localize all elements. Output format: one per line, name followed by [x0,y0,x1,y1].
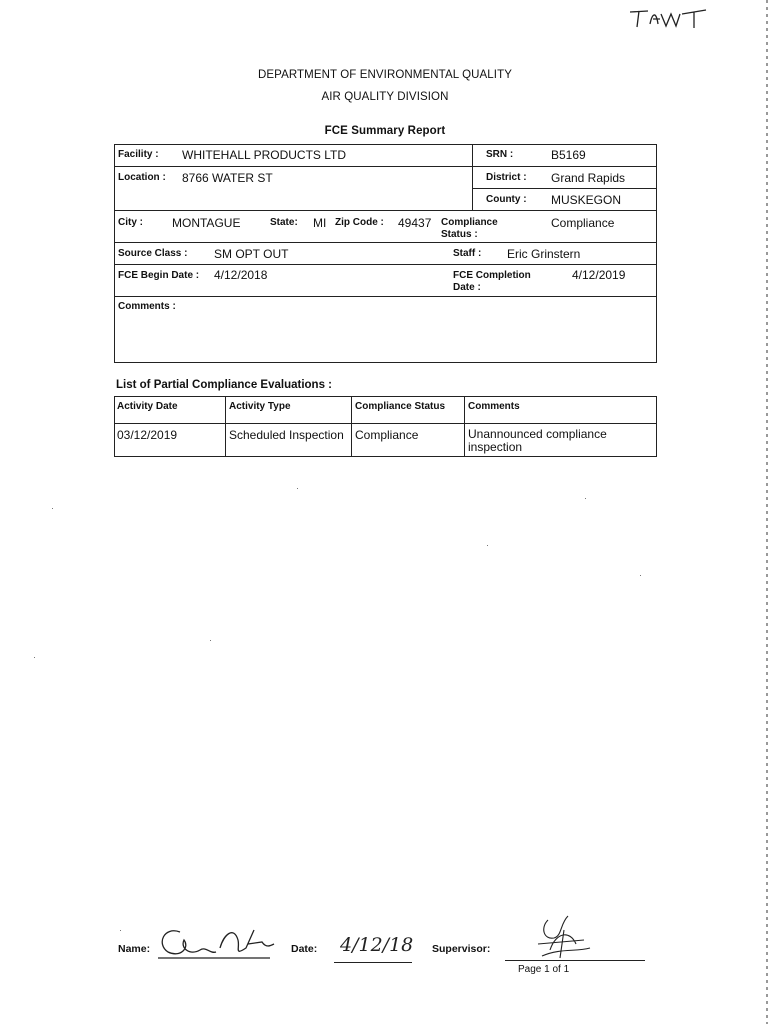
pce-cell-activity-type: Scheduled Inspection [229,428,344,442]
pce-header-divider [114,423,657,424]
fce-begin-date-value: 4/12/2018 [214,268,268,282]
scan-speck [487,545,488,546]
row-divider [114,264,657,265]
scan-speck [120,930,121,931]
pce-cell-comments: Unannounced compliance inspection [468,427,607,454]
fce-completion-date-label-line2: Date : [453,282,481,293]
pce-header-comments: Comments [468,401,520,412]
staff-value: Eric Grinstern [507,247,581,261]
pce-header-compliance-status: Compliance Status [355,401,446,412]
name-label: Name: [118,943,151,955]
scan-speck [297,488,298,489]
pce-cell-activity-date: 03/12/2019 [117,428,178,442]
corner-mark-text [624,2,627,3]
report-title: FCE Summary Report [324,125,446,137]
scan-speck [640,575,641,576]
district-label: District : [486,172,527,183]
pce-cell-compliance-status: Compliance [355,428,419,442]
row-divider [114,210,657,211]
zip-code-label: Zip Code : [335,217,384,228]
row-divider [472,188,657,189]
compliance-status-value: Compliance [551,216,615,230]
scan-edge-artifact [766,0,768,1024]
source-class-value: SM OPT OUT [214,247,289,261]
date-handwritten-value: 4/12/18 [340,934,414,956]
pce-heading: List of Partial Compliance Evaluations : [116,379,332,391]
location-value: 8766 WATER ST [182,171,273,185]
srn-value: B5169 [551,148,586,162]
pce-col-divider [114,396,115,456]
supervisor-line [505,960,645,961]
column-divider [472,144,473,210]
state-value: MI [313,216,327,230]
row-divider [114,242,657,243]
scan-speck [34,657,35,658]
table-border-bottom [114,362,657,363]
county-value: MUSKEGON [551,193,622,207]
name-signature [150,918,285,963]
scan-speck [585,498,586,499]
compliance-status-label-line2: Status : [441,229,478,240]
division-name: AIR QUALITY DIVISION [321,91,449,103]
table-border-left [114,144,115,362]
compliance-status-label-line1: Compliance [441,217,498,228]
county-label: County : [486,194,527,205]
fce-completion-date-value: 4/12/2019 [572,268,626,282]
date-label: Date: [291,943,318,955]
city-value: MONTAGUE [172,216,241,230]
table-border-right [656,144,657,362]
row-divider [114,166,657,167]
scan-speck [52,508,53,509]
corner-mark-graphic [624,2,724,32]
city-label: City : [118,217,143,228]
source-class-label: Source Class : [118,248,188,259]
state-label: State: [270,217,298,228]
staff-label: Staff : [453,248,482,259]
supervisor-label: Supervisor: [432,943,491,955]
pce-header-activity-type: Activity Type [229,401,291,412]
comments-label: Comments : [118,301,176,312]
district-value: Grand Rapids [551,171,626,185]
pce-col-divider [464,396,465,456]
fce-begin-date-label: FCE Begin Date : [118,270,200,281]
supervisor-signature [520,910,600,962]
pce-border-bottom [114,456,657,457]
table-border-top [114,144,657,145]
pce-border-top [114,396,657,397]
pce-col-divider [225,396,226,456]
facility-label: Facility : [118,149,159,160]
srn-label: SRN : [486,149,514,160]
zip-code-value: 49437 [398,216,432,230]
location-label: Location : [118,172,166,183]
pce-col-divider [351,396,352,456]
fce-completion-date-label-line1: FCE Completion [453,270,531,281]
row-divider [114,296,657,297]
corner-handwritten-mark [624,2,724,32]
scan-speck [210,640,211,641]
department-name: DEPARTMENT OF ENVIRONMENTAL QUALITY [258,69,512,81]
page-number: Page 1 of 1 [518,964,570,975]
pce-header-activity-date: Activity Date [117,401,178,412]
pce-col-divider [656,396,657,456]
facility-value: WHITEHALL PRODUCTS LTD [182,148,347,162]
date-underline [334,962,412,963]
